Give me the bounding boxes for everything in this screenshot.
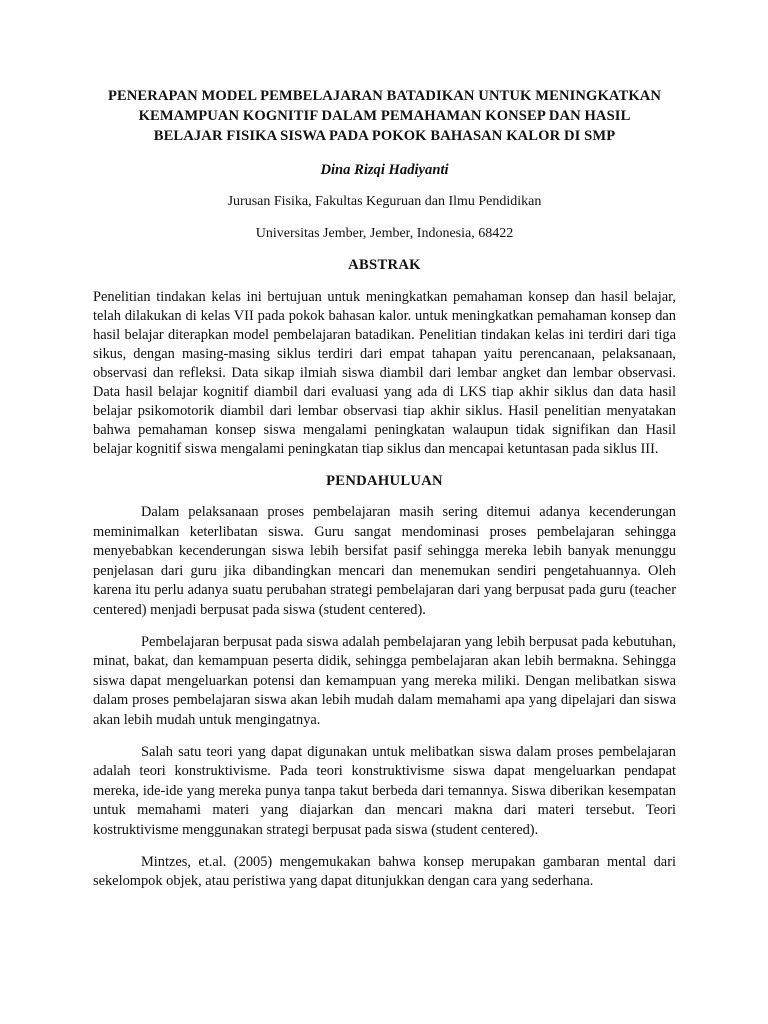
author-name: Dina Rizqi Hadiyanti [320, 162, 449, 178]
abstract-text: Penelitian tindakan kelas ini bertujuan untuk meningkatkan pemahaman konsep dan hasil belajar, telah dilakukan di kelas VII pada pokok bahasan kalor. untuk meningkatkan pemahaman konsep dan hasil belajar diterapkan model pembelajaran batadikan. Penelitian tindakan kelas ini terdiri dari tiga sikus, dengan masing-masing siklus terdiri dari empat tahapan yaitu perencanaan, pelaksanaan, observasi dan refleksi. Data sikap ilmiah siswa diambil dari lembar angket dan lembar observasi. Data hasil belajar kognitif diambil dari evaluasi yang ada di LKS tiap akhir siklus dan data hasil belajar psikomotorik diambil dari lembar observasi tiap akhir siklus. Hasil penelitian menyatakan bahwa pemahaman konsep siswa mengalami peningkatan walaupun tidak signifikan dan Hasil belajar kognitif siswa mengalami peningkatan tiap siklus dan mencapai ketuntasan pada siklus III. [93, 289, 676, 457]
affiliation-university: Universitas Jember, Jember, Indonesia, 68422 [255, 226, 514, 241]
title-line: BELAJAR FISIKA SISWA PADA POKOK BAHASAN KALOR DI SMP [153, 128, 616, 144]
intro-paragraph: Mintzes, et.al. (2005) mengemukakan bahwa konsep merupakan gambaran mental dari sekelompok objek, atau peristiwa yang dapat ditunjukkan dengan cara yang sederhana. [93, 853, 676, 890]
title-line: KEMAMPUAN KOGNITIF DALAM PEMAHAMAN KONSEP DAN HASIL [138, 108, 631, 124]
introduction-heading: PENDAHULUAN [326, 473, 443, 489]
paper-title [93, 86, 676, 146]
abstract-heading: ABSTRAK [348, 257, 421, 273]
intro-paragraph: Pembelajaran berpusat pada siswa adalah pembelajaran yang lebih berpusat pada kebutuhan, minat, bakat, dan kemampuan peserta didik, sehingga pembelajaran akan lebih bermakna. Sehingga siswa dapat mengeluarkan potensi dan kemampuan yang mereka miliki. Dengan melibatkan siswa dalam proses pembelajaran siswa akan lebih mudah dalam memahami apa yang dipelajari dan siswa akan lebih mudah untuk mengingatnya. [93, 633, 676, 728]
intro-paragraph: Salah satu teori yang dapat digunakan untuk melibatkan siswa dalam proses pembelajaran adalah teori konstruktivisme. Pada teori konstruktivisme siswa dapat mengeluarkan pendapat mereka, ide-ide yang mereka punya tanpa takut berbeda dari temannya. Siswa diberikan kesempatan untuk memahami materi yang diajarkan dan mencari makna dari materi tersebut. Teori kostruktivisme menggunakan strategi berpusat pada siswa (student centered). [93, 743, 676, 838]
title-line: PENERAPAN MODEL PEMBELAJARAN BATADIKAN UNTUK MENINGKATKAN [107, 88, 662, 104]
affiliation-department: Jurusan Fisika, Fakultas Keguruan dan Ilmu Pendidikan [227, 194, 542, 209]
intro-paragraph: Dalam pelaksanaan proses pembelajaran masih sering ditemui adanya kecenderungan meminimalkan keterlibatan siswa. Guru sangat mendominasi proses pembelajaran sehingga menyebabkan kecenderungan siswa lebih bersifat pasif sehingga mereka lebih banyak menunggu penjelasan dari guru jika dibandingkan mencari dan menemukan sendiri pengetahuannya. Oleh karena itu perlu adanya suatu perubahan strategi pembelajaran dari yang berpusat pada guru (teacher centered) menjadi berpusat pada siswa (student centered). [93, 504, 676, 618]
